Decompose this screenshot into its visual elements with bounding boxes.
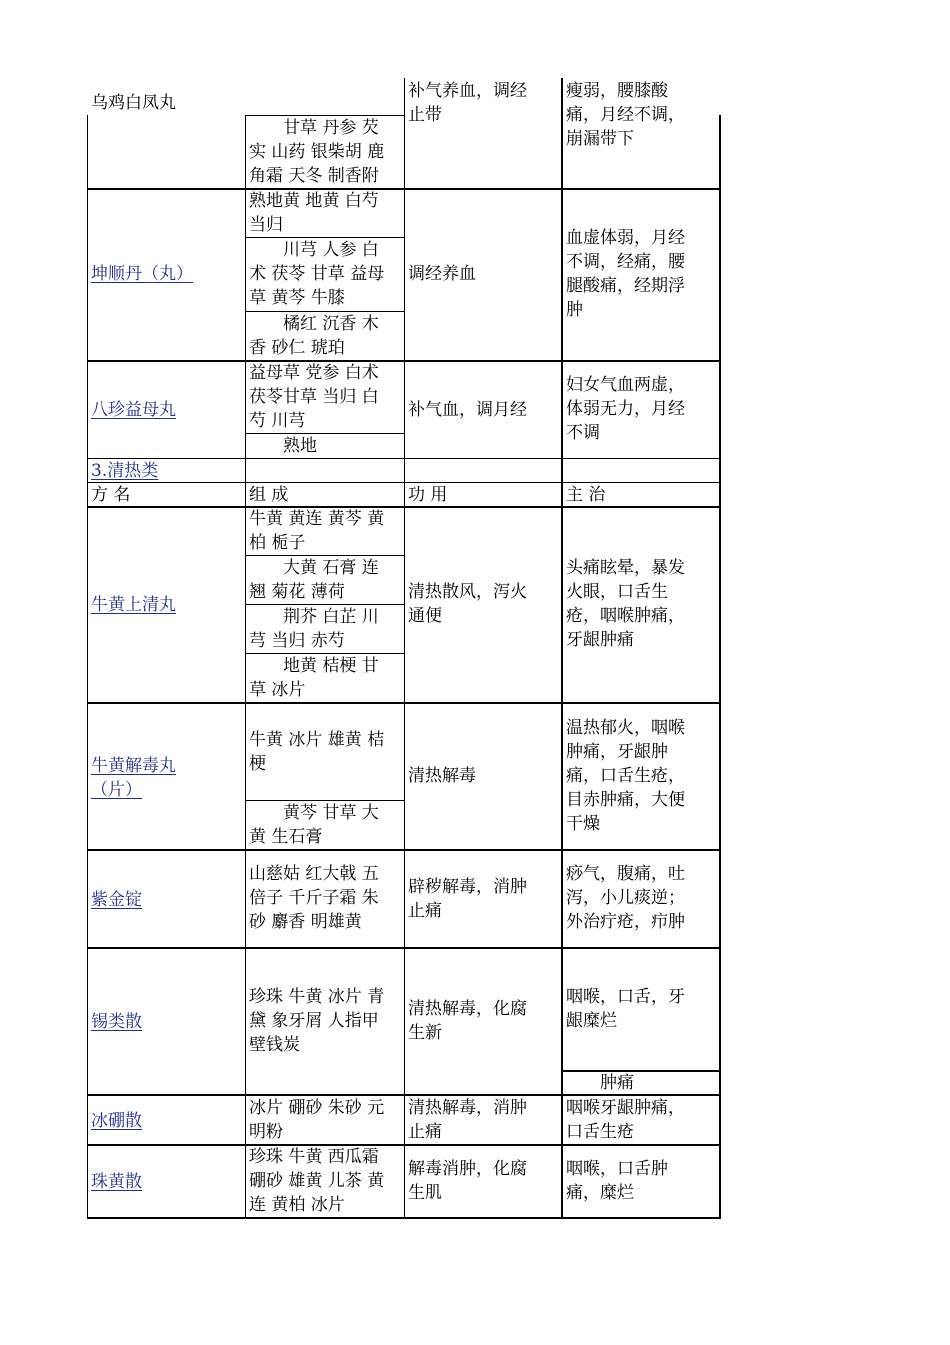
formula-indication: 咽喉，口舌，牙 龈糜烂 [566, 987, 685, 1031]
formula-indication: 肿痛 [566, 1073, 634, 1093]
formula-composition: 地黄 桔梗 甘 草 冰片 [249, 656, 379, 700]
formula-name-link[interactable]: 珠黄散 [91, 1172, 142, 1192]
formula-composition: 甘草 丹参 芡 实 山药 银柴胡 鹿 角霜 天冬 制香附 [249, 118, 385, 186]
grid-line [404, 78, 405, 115]
formula-function: 辟秽解毒，消肿 止痛 [408, 877, 527, 921]
grid-line [87, 506, 721, 508]
formula-composition: 珍珠 牛黄 冰片 青 黛 象牙屑 人指甲 壁钱炭 [249, 987, 385, 1055]
grid-line [87, 849, 721, 851]
formula-name-link[interactable]: 牛黄上清丸 [91, 595, 176, 615]
grid-line [87, 1217, 721, 1219]
formula-composition: 益母草 党参 白术 茯苓甘草 当归 白 芍 川芎 [249, 363, 379, 431]
formula-composition: 珍珠 牛黄 西瓜霜 硼砂 雄黄 儿茶 黄 连 黄柏 冰片 [249, 1147, 385, 1215]
formula-indication: 血虚体弱，月经 不调，经痛，腰 腿酸痛，经期浮 肿 [566, 228, 685, 320]
section-label-link[interactable]: 3.清热类 [91, 461, 159, 481]
header-function: 功 用 [408, 485, 448, 505]
grid-line [245, 115, 246, 1219]
formula-indication: 头痛眩晕，暴发 火眼，口舌生 疮，咽喉肿痛， 牙龈肿痛 [566, 558, 685, 650]
formula-function: 清热解毒，化腐 生新 [408, 999, 527, 1043]
formula-composition: 川芎 人参 白 术 茯苓 甘草 益母 草 黄芩 牛膝 [249, 240, 385, 308]
formula-composition: 黄芩 甘草 大 黄 生石膏 [249, 803, 379, 847]
formula-composition: 橘红 沉香 木 香 砂仁 琥珀 [249, 314, 379, 358]
formula-name-link[interactable]: 冰硼散 [91, 1111, 142, 1131]
formula-composition: 冰片 硼砂 朱砂 元 明粉 [249, 1098, 385, 1142]
header-name: 方 名 [91, 485, 131, 505]
formula-indication: 温热郁火，咽喉 肿痛，牙龈肿 痛，口舌生疮， 目赤肿痛，大便 干燥 [566, 718, 685, 834]
grid-line [87, 188, 721, 190]
grid-line [719, 115, 721, 1219]
formula-function: 解毒消肿，化腐 生肌 [408, 1159, 527, 1203]
formula-name: 乌鸡白凤丸 [91, 93, 176, 113]
grid-line [87, 458, 721, 459]
formula-composition: 熟地 [249, 436, 317, 456]
grid-line [87, 947, 721, 949]
formula-composition: 牛黄 冰片 雄黄 桔 梗 [249, 730, 385, 774]
formula-composition: 大黄 石膏 连 翘 菊花 薄荷 [249, 558, 379, 602]
header-composition: 组 成 [249, 485, 289, 505]
formula-composition: 熟地黄 地黄 白芍 当归 [249, 191, 379, 235]
formula-function: 调经养血 [408, 264, 476, 284]
formula-name-link[interactable]: 牛黄解毒丸 （片） [91, 756, 176, 800]
formula-name-link[interactable]: 紫金锭 [91, 890, 142, 910]
formula-function: 补气血，调月经 [408, 400, 527, 420]
formula-name-link[interactable]: 坤顺丹（丸） [91, 264, 193, 284]
formula-function: 清热解毒 [408, 766, 476, 786]
formula-composition: 牛黄 黄连 黄芩 黄 柏 栀子 [249, 509, 385, 553]
formula-indication: 妇女气血两虚， 体弱无力，月经 不调 [566, 375, 685, 443]
grid-line [87, 702, 721, 704]
grid-line [87, 482, 721, 483]
formula-composition: 荆芥 白芷 川 芎 当归 赤芍 [249, 607, 379, 651]
grid-line [87, 360, 721, 362]
grid-line [87, 1144, 721, 1146]
formula-function: 清热解毒，消肿 止痛 [408, 1098, 527, 1142]
formula-function: 清热散风，泻火 通便 [408, 582, 527, 626]
formula-indication: 咽喉牙龈肿痛， 口舌生疮 [566, 1098, 685, 1142]
grid-line [87, 115, 88, 1219]
formula-name-link[interactable]: 锡类散 [91, 1012, 142, 1032]
formula-indication: 咽喉，口舌肿 痛，糜烂 [566, 1159, 668, 1203]
header-indication: 主 治 [566, 485, 606, 505]
formula-composition: 山慈姑 红大戟 五 倍子 千斤子霜 朱 砂 麝香 明雄黄 [249, 864, 379, 932]
formula-indication: 瘦弱，腰膝酸 痛，月经不调， 崩漏带下 [566, 81, 685, 149]
formula-function: 补气养血，调经 止带 [408, 81, 527, 125]
grid-line [561, 78, 563, 1219]
formula-name-link[interactable]: 八珍益母丸 [91, 400, 176, 420]
formula-indication: 痧气，腹痛，吐 泻，小儿痰逆； 外治疔疮，疖肿 [566, 864, 685, 932]
grid-line [404, 115, 405, 1219]
